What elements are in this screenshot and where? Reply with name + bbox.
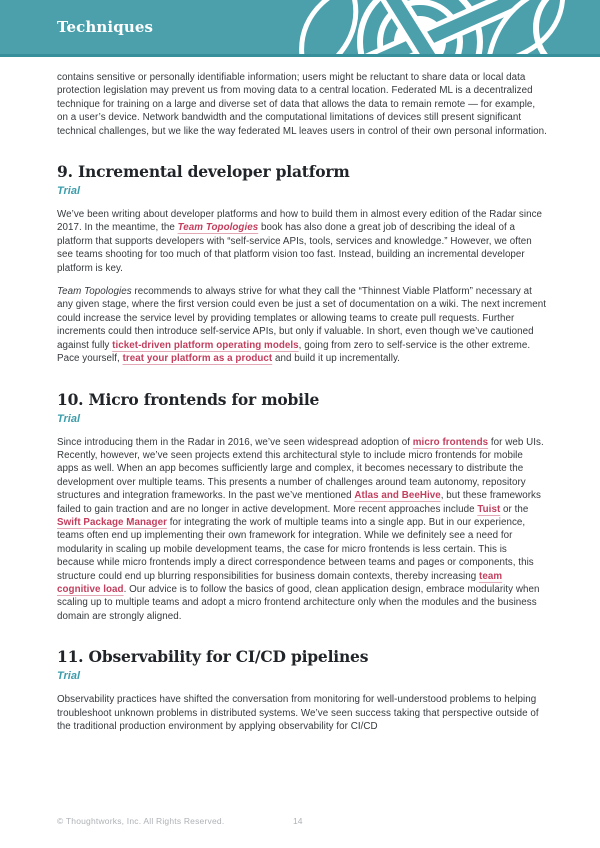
section-10 (57, 390, 547, 624)
inline-link[interactable]: Swift Package Manager (57, 516, 167, 528)
text-segment: , but these frameworks failed to gain traction and are no longer in active development. More recent approaches include (57, 490, 541, 515)
page-header-band (0, 0, 600, 57)
text-segment: Team Topologies (57, 286, 132, 298)
text-segment: Since introducing them in the Radar in 2016, we’ve seen widespread adoption of (57, 436, 413, 448)
inline-link[interactable]: treat your platform as a product (122, 353, 273, 365)
chapter-title: Techniques (57, 18, 154, 36)
inline-link[interactable]: ticket-driven platform operating models (112, 339, 299, 351)
text-segment: for web UIs. Recently, however, we’ve seen projects extend this architectural style to include micro frontends for mobile apps as well. When an app becomes sufficiently large and complex, it becomes necessary to distribute the development over multiple teams. This presents a number of challenges around team autonomy, repository structures and integration frameworks. In the past we’ve mentioned (57, 436, 544, 502)
inline-link[interactable]: micro frontends (412, 436, 489, 448)
text-segment: for integrating the work of multiple teams into a single app. But in our experience, teams often end up implementing their own framework for integration. While we definitely see a need for modularity in scaling up mobile development teams, the case for micro frontends is less certain. This is because while micro frontends imply a direct correspondence between teams and pages or components, this structure could end up blurring responsibilities for business domain contexts, thereby increasing (57, 516, 534, 582)
section-9 (57, 162, 547, 365)
footer-copyright: © Thoughtworks, Inc. All Rights Reserved. (57, 816, 225, 826)
text-segment: Observability practices have shifted the conversation from monitoring for well-understood problems to helping troubleshoot unknown problems in distributed systems. We’ve seen success taking that perspective outside of the traditional production environment by applying observability for CI/CD (57, 694, 539, 732)
ring-label: Trial (57, 412, 81, 425)
text-segment: book has also done a great job of describing the ideal of a platform that supports developers with “self-service APIs, tools, services and knowledge.” However, we often see teams shooting for too much of that platform vision too fast. Instead, building an incremental developer platform is key. (57, 222, 532, 274)
section-title: 10. Micro frontends for mobile (57, 389, 320, 409)
text-segment: , going from zero to self-service is the other extreme. Pace yourself, (57, 339, 531, 365)
section-11 (57, 647, 547, 733)
ring-label: Trial (57, 670, 81, 683)
body-paragraph (57, 693, 547, 733)
inline-link[interactable]: Atlas and BeeHive (354, 490, 441, 502)
text-segment: contains sensitive or personally identifiable information; users might be reluctant to share data or local data protection legislation may prevent us from moving data to a central location. Federated ML is a decentralized technique for training on a large and diverse set of data that allows the data to remain remote — for example, on a user’s device. Network bandwidth and the computational limitations of devices still present significant technical challenges, but we like the way federated ML leaves users in control of their own personal information. (57, 72, 547, 137)
text-segment: . Our advice is to follow the basics of good, clean application design, embrace modularity when scaling up to multiple teams and adopt a micro frontend architecture only when the modules and the business domain are strongly aligned. (57, 583, 540, 622)
text-segment: or the (500, 503, 529, 515)
page-content (0, 60, 600, 743)
inline-link[interactable]: team cognitive load (57, 570, 503, 595)
ring-label: Trial (57, 185, 81, 198)
text-segment: We’ve been writing about developer platforms and how to build them in almost every edition of the Radar since 2017. In the meantime, the (57, 209, 543, 234)
inline-link[interactable]: Tuist (477, 503, 501, 515)
body-paragraph (57, 285, 547, 365)
intro-paragraph (57, 71, 547, 138)
radar-cover-graphic (270, 0, 600, 54)
text-segment: and build it up incrementally. (272, 353, 400, 365)
section-title: 11. Observability for CI/CD pipelines (57, 647, 369, 667)
section-title: 9. Incremental developer platform (57, 162, 350, 182)
text-segment: recommends to always strive for what they call the “Thinnest Viable Platform” necessary at any given stage, where the first version could even be just a set of documentation on a wiki. The next increment could increase the service level by providing templates or allowing teams to create pull requests. Further increments could then introduce self-service APIs, but only if valuable. In short, even though we’ve cautioned against fully (57, 286, 546, 351)
page-number: 14 (293, 816, 303, 826)
body-paragraph (57, 436, 547, 624)
inline-link[interactable]: Team Topologies (177, 222, 259, 234)
body-paragraph (57, 208, 547, 275)
